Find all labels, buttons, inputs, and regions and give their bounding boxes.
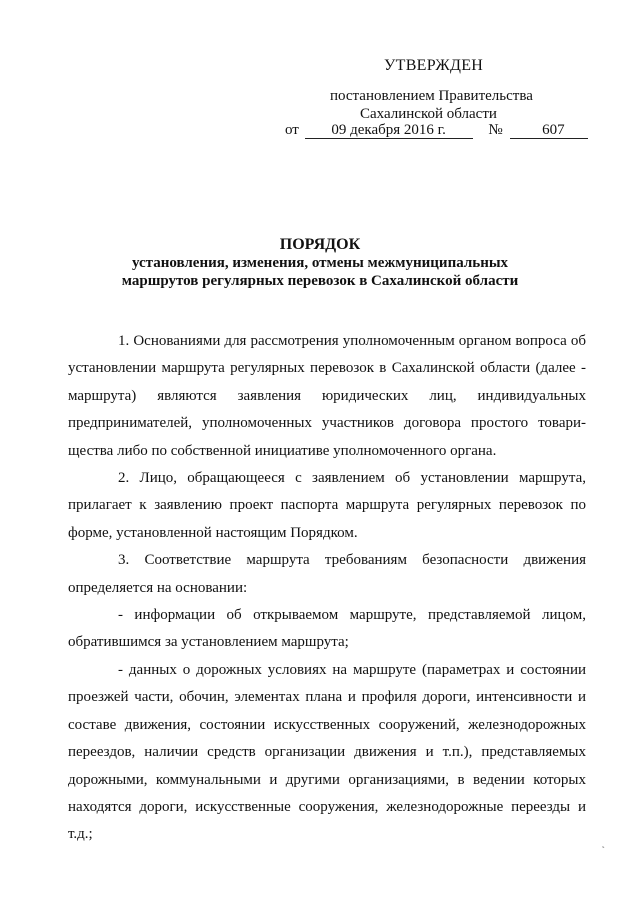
paragraph-4: - информации об открываемом маршруте, представляемой лицом, обратившимся за установлением маршрута; (68, 607, 586, 651)
approval-reference (285, 122, 588, 139)
document-body (68, 328, 586, 849)
subtitle-line-1: установления, изменения, отмены межмуниципальных (131, 255, 509, 271)
approval-line-2: Сахалинской области (360, 106, 497, 122)
scan-speck: ˛ (602, 838, 605, 848)
document-subtitle (0, 254, 640, 290)
approval-number: 607 (510, 122, 588, 139)
number-label: № (488, 122, 503, 138)
paragraph-3: 3. Соответствие маршрута требованиям безопасности движения определяется на основании: (68, 552, 586, 596)
approval-line-1: постановлением Правительства (330, 88, 533, 104)
paragraph-2: 2. Лицо, обращающееся с заявлением об установлении маршрута, прилагает к заявлению проект паспорта маршрута регулярных перевозок по форме, установленной настоящим Порядком. (68, 470, 586, 541)
paragraph-1: 1. Основаниями для рассмотрения уполномоченным органом вопроса об установлении маршрута регулярных перевозок в Сахалинской области (далее - маршрута) являются заявления юридических лиц, индивидуальных предпринимателей, уполномоченных участников договора простого товари-щества либо по собственной инициативе уполномоченного органа. (68, 333, 586, 459)
subtitle-line-2: маршрутов регулярных перевозок в Сахалинской области (121, 273, 519, 289)
approval-date: 09 декабря 2016 г. (305, 122, 473, 139)
from-label: от (285, 122, 299, 138)
document-title: ПОРЯДОК (279, 236, 361, 253)
approval-heading: УТВЕРЖДЕН (384, 57, 484, 74)
paragraph-5: - данных о дорожных условиях на маршруте (параметрах и состоянии проезжей части, обочин, элементах плана и профиля дороги, интенсивности и составе движения, состоянии искусственных сооружений, железнодорожных переездов, наличии средств организации движения и т.п.), представляемых дорожными, коммунальными и другими организациями, в ведении которых находятся дороги, искусственные сооружения, железнодорожные переезды и т.д.; (68, 661, 586, 843)
